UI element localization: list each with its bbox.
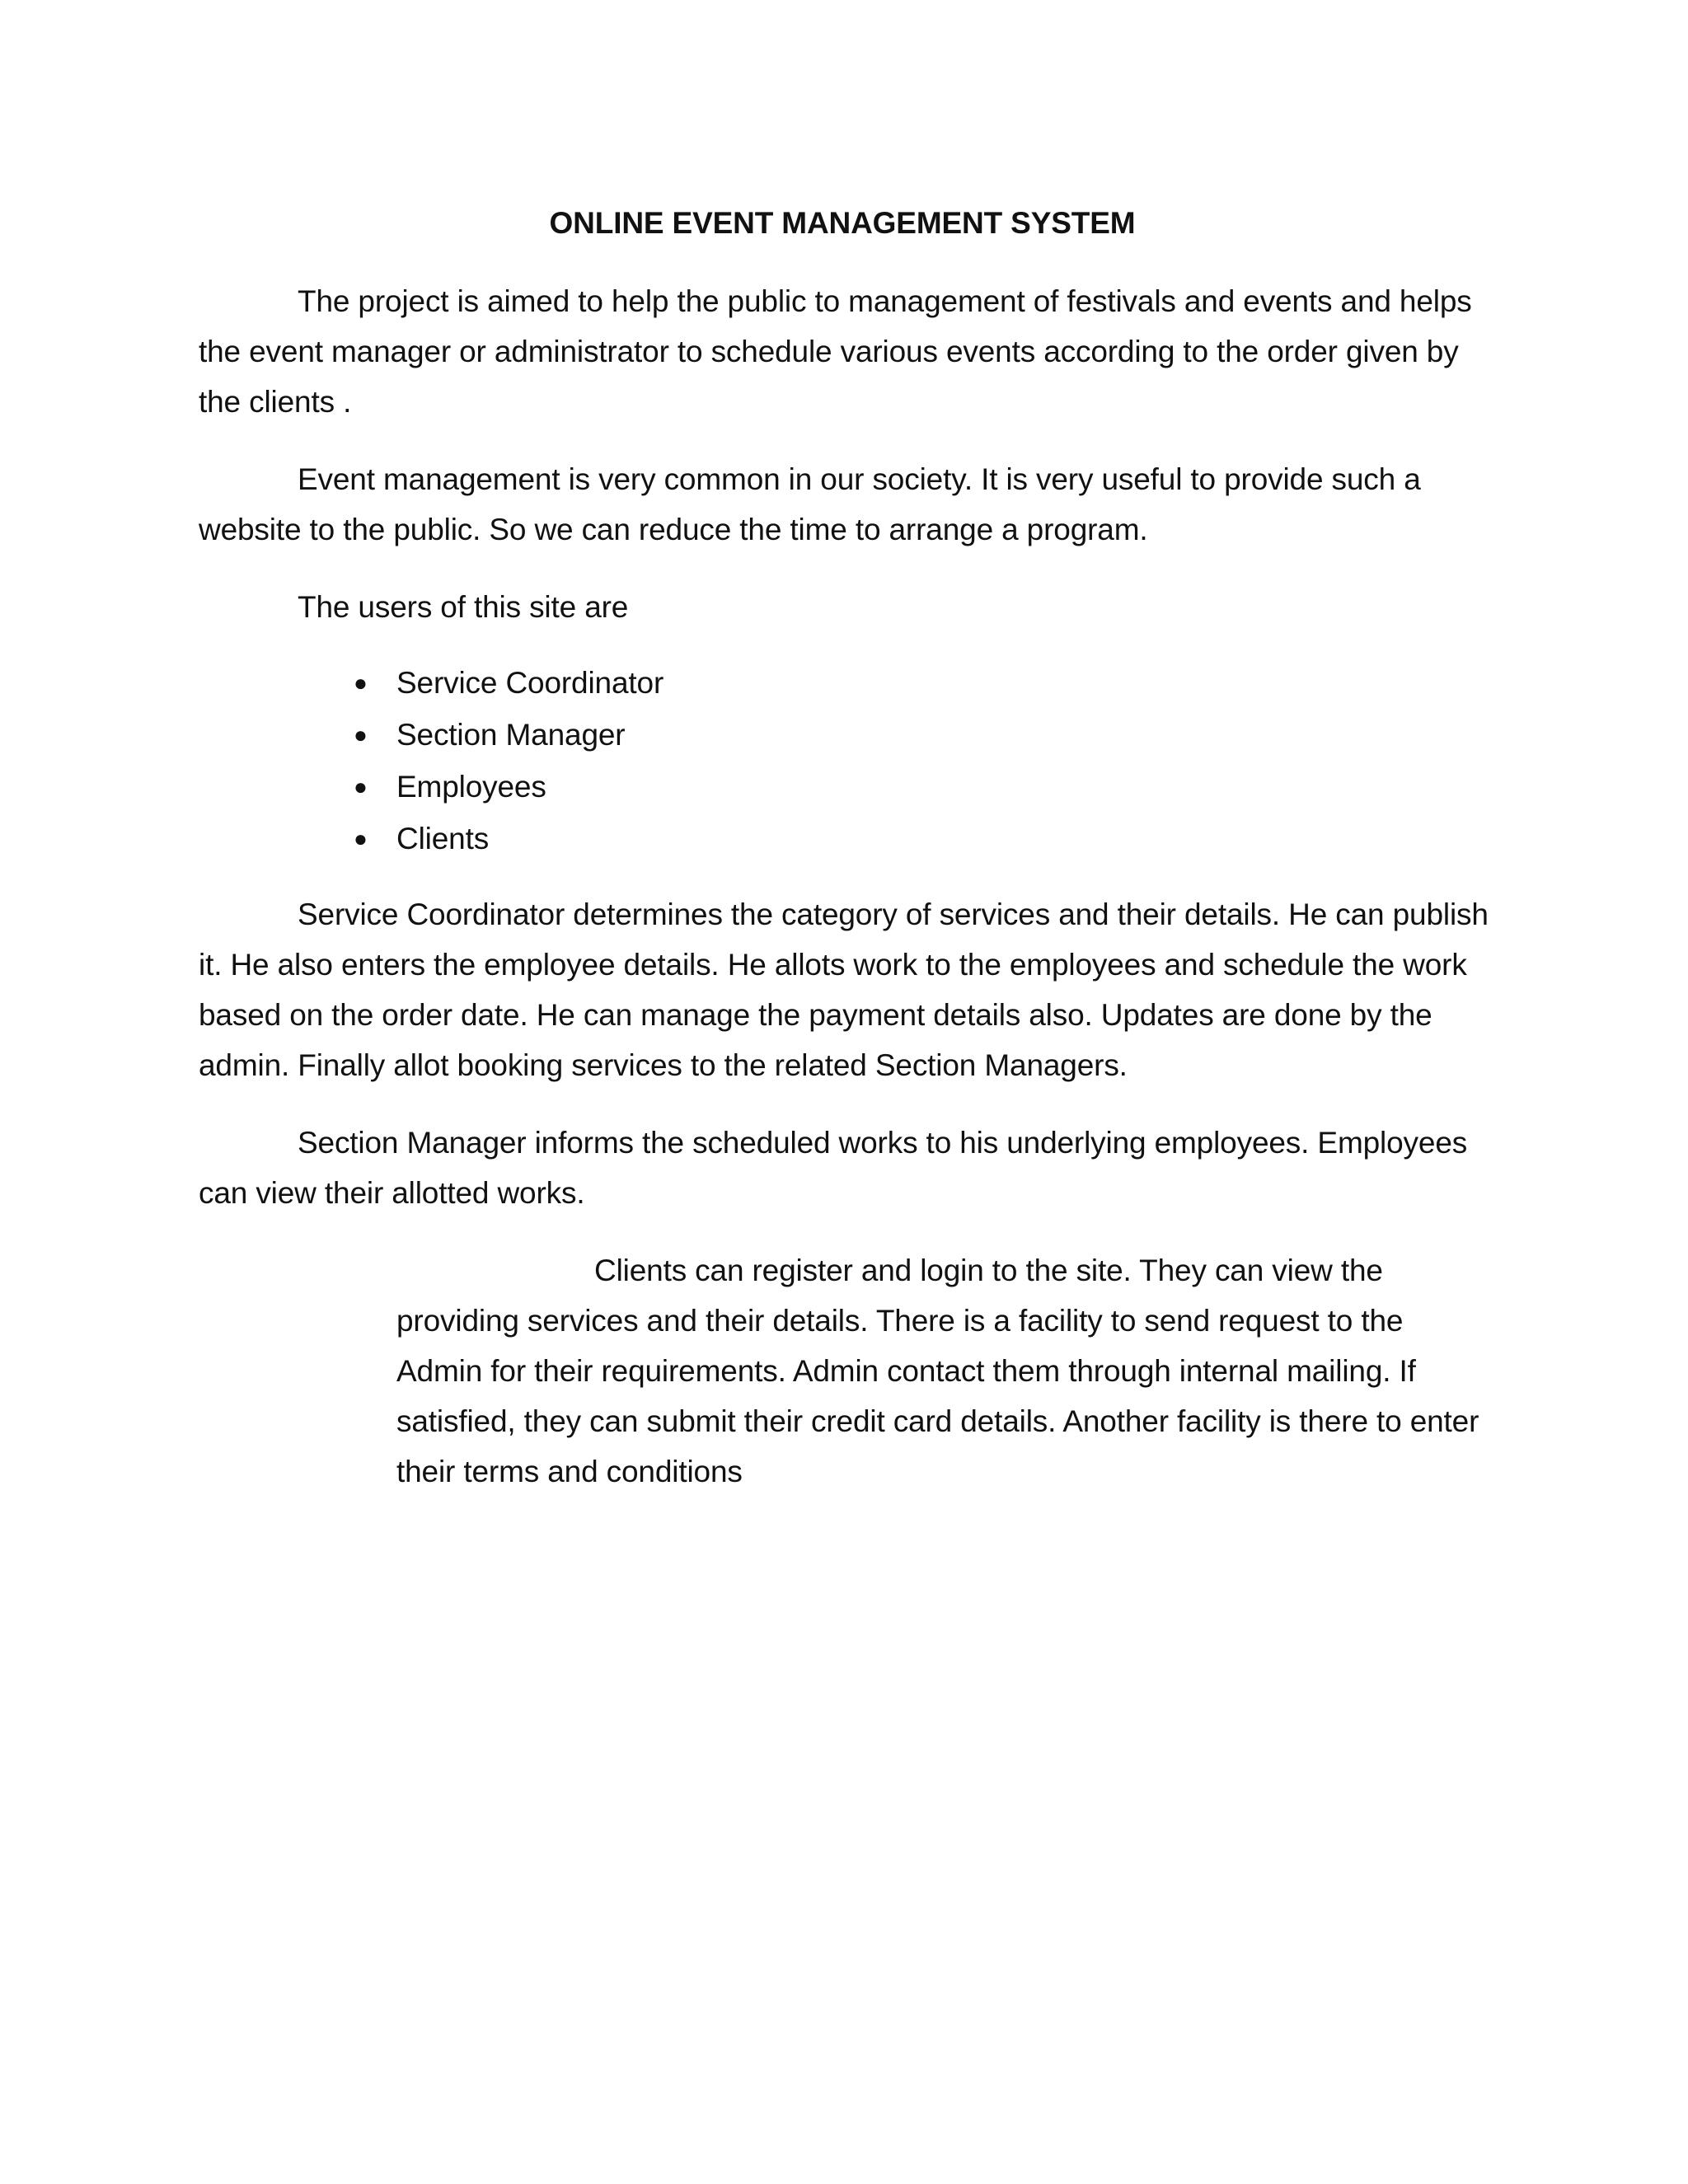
list-item (199, 761, 1493, 813)
intro-paragraph: The project is aimed to help the public to management of festivals and events and helps the event manager or administrator to schedule various events according to the order given by the clients . (199, 284, 1472, 419)
service-coordinator-paragraph: Service Coordinator determines the category of services and their details. He can publish it. He also enters the employee details. He allots work to the employees and schedule the work based on the order date. He can manage the payment details also. Updates are done by the admin. Finally allot booking services to the related Section Managers. (199, 898, 1489, 1082)
list-item-label: Employees (396, 770, 546, 804)
list-item (199, 813, 1493, 865)
bullet-icon: ● (354, 722, 368, 748)
list-item-label: Service Coordinator (396, 666, 664, 700)
event-management-paragraph: Event management is very common in our society. It is very useful to provide such a website to the public. So we can reduce the time to arrange a program. (199, 462, 1421, 546)
users-intro-text: The users of this site are (298, 590, 629, 624)
clients-paragraph: Clients can register and login to the site. They can view the providing services and their details. There is a facility to send request to the Admin for their requirements. Admin contact them through internal mailing. If satisfied, they can submit their credit card details. Another facility is there to enter their terms and conditions (396, 1254, 1479, 1488)
list-item-label: Section Manager (396, 718, 626, 752)
bullet-icon: ● (354, 774, 368, 799)
list-item-label: Clients (396, 822, 490, 855)
document-title: ONLINE EVENT MANAGEMENT SYSTEM (549, 206, 1136, 240)
section-manager-paragraph: Section Manager informs the scheduled works to his underlying employees. Employees can view their allotted works. (199, 1126, 1468, 1210)
list-item (199, 657, 1493, 709)
document-body (199, 198, 1493, 1497)
users-list (199, 657, 1493, 865)
bullet-icon: ● (354, 670, 368, 696)
list-item (199, 709, 1493, 761)
bullet-icon: ● (354, 826, 368, 851)
